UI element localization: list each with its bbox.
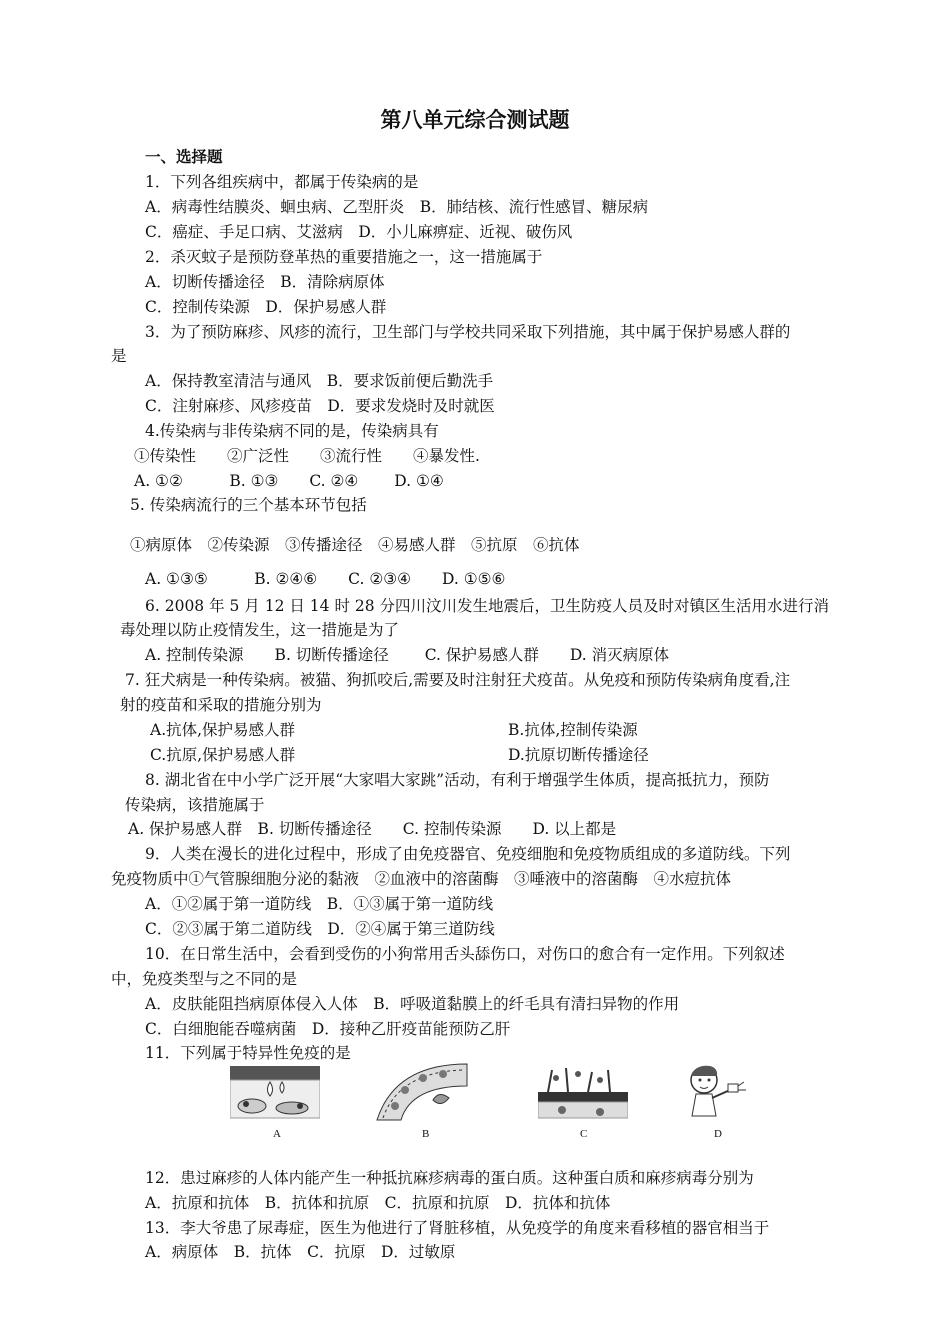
figure-d-label: D [714,1128,722,1140]
q12-stem: 12．患过麻疹的人体内能产生一种抵抗麻疹病毒的蛋白质。这种蛋白质和麻疹病毒分别为 [145,1169,754,1187]
q11-figure-c [538,1060,628,1140]
figure-a-illustration [230,1060,320,1124]
figure-d-illustration [680,1060,750,1124]
q1-options-cd: C．癌症、手足口病、艾滋病 D．小儿麻痹症、近视、破伤风 [145,223,573,241]
q2-options-cd: C．控制传染源 D．保护易感人群 [145,298,387,316]
q11-figure-d [680,1060,750,1140]
q6-stem-line1: 6. 2008 年 5 月 12 日 14 时 28 分四川汶川发生地震后，卫生防疫人员及时对镇区生活用水进行消 [145,597,830,615]
q7-option-c: C.抗原,保护易感人群 [150,746,296,764]
q12-options: A．抗原和抗体 B．抗体和抗原 C．抗原和抗原 D．抗体和抗体 [145,1194,611,1212]
q2-options-ab: A．切断传播途径 B．清除病原体 [145,273,385,291]
page-title: 第八单元综合测试题 [380,108,570,132]
q2-stem: 2．杀灭蚊子是预防登革热的重要措施之一，这一措施属于 [145,248,543,266]
q3-stem-line1: 3．为了预防麻疹、风疹的流行，卫生部门与学校共同采取下列措施，其中属于保护易感人群的 [145,323,791,341]
section-heading: 一、选择题 [145,148,223,166]
q8-stem-line1: 8. 湖北省在中小学广泛开展“大家唱大家跳”活动，有利于增强学生体质，提高抵抗力，预防 [145,771,770,789]
q3-options-ab: A．保持教室清洁与通风 B．要求饭前便后勤洗手 [145,372,494,390]
q11-stem: 11．下列属于特异性免疫的是 [145,1044,351,1062]
q11-figure-b [375,1060,470,1140]
q9-stem-line2: 免疫物质中①气管腺细胞分泌的黏液 ②血液中的溶菌酶 ③唾液中的溶菌酶 ④水痘抗体 [111,870,732,888]
q8-options: A. 保护易感人群 B. 切断传播途径 C. 控制传染源 D. 以上都是 [128,820,617,838]
q8-stem-line2: 传染病，该措施属于 [125,796,265,814]
q5-items: ①病原体 ②传染源 ③传播途径 ④易感人群 ⑤抗原 ⑥抗体 [130,536,580,554]
figure-b-illustration [375,1060,470,1124]
q6-options: A. 控制传染源 B. 切断传播途径 C. 保护易感人群 D. 消灭病原体 [145,646,670,664]
q10-options-cd: C．白细胞能吞噬病菌 D．接种乙肝疫苗能预防乙肝 [145,1020,511,1038]
q1-options-ab: A．病毒性结膜炎、蛔虫病、乙型肝炎 B．肺结核、流行性感冒、糖尿病 [145,198,649,216]
figure-b-label: B [422,1128,430,1140]
q9-options-cd: C．②③属于第二道防线 D．②④属于第三道防线 [145,920,495,938]
q9-options-ab: A．①②属于第一道防线 B．①③属于第一道防线 [145,895,494,913]
q5-options: A. ①③⑤ B. ②④⑥ C. ②③④ D. ①⑤⑥ [145,570,506,588]
q13-options: A．病原体 B．抗体 C．抗原 D．过敏原 [145,1243,456,1261]
q10-stem-line2: 中，免疫类型与之不同的是 [111,970,298,988]
q7-option-a: A.抗体,保护易感人群 [150,721,296,739]
q5-stem: 5. 传染病流行的三个基本环节包括 [130,496,367,514]
q4-stem: 4.传染病与非传染病不同的是，传染病具有 [145,422,439,440]
q1-stem: 1．下列各组疾病中，都属于传染病的是 [145,173,419,191]
figure-c-illustration [538,1060,628,1124]
q9-stem-line1: 9．人类在漫长的进化过程中，形成了由免疫器官、免疫细胞和免疫物质组成的多道防线。下列 [145,845,791,863]
q7-stem-line2: 射的疫苗和采取的措施分别为 [120,696,322,714]
q4-options: A. ①② B. ①③ C. ②④ D. ①④ [134,472,444,490]
q3-stem-line2: 是 [111,347,127,365]
q13-stem: 13．李大爷患了尿毒症，医生为他进行了肾脏移植，从免疫学的角度来看移植的器官相当于 [145,1219,770,1237]
q4-items: ①传染性 ②广泛性 ③流行性 ④暴发性. [134,447,480,465]
q11-figure-a [230,1060,320,1140]
q7-option-b: B.抗体,控制传染源 [508,721,638,739]
q3-options-cd: C．注射麻疹、风疹疫苗 D．要求发烧时及时就医 [145,397,495,415]
q7-stem-line1: 7. 狂犬病是一种传染病。被猫、狗抓咬后,需要及时注射狂犬疫苗。从免疫和预防传染病角度看,注 [125,671,791,689]
q10-stem-line1: 10．在日常生活中，会看到受伤的小狗常用舌头舔伤口，对伤口的愈合有一定作用。下列叙述 [145,945,785,963]
q10-options-ab: A．皮肤能阻挡病原体侵入人体 B．呼吸道黏膜上的纤毛具有清扫异物的作用 [145,995,680,1013]
figure-a-label: A [273,1128,281,1140]
figure-c-label: C [580,1128,588,1140]
q7-option-d: D.抗原切断传播途径 [508,746,649,764]
q6-stem-line2: 毒处理以防止疫情发生，这一措施是为了 [120,621,400,639]
